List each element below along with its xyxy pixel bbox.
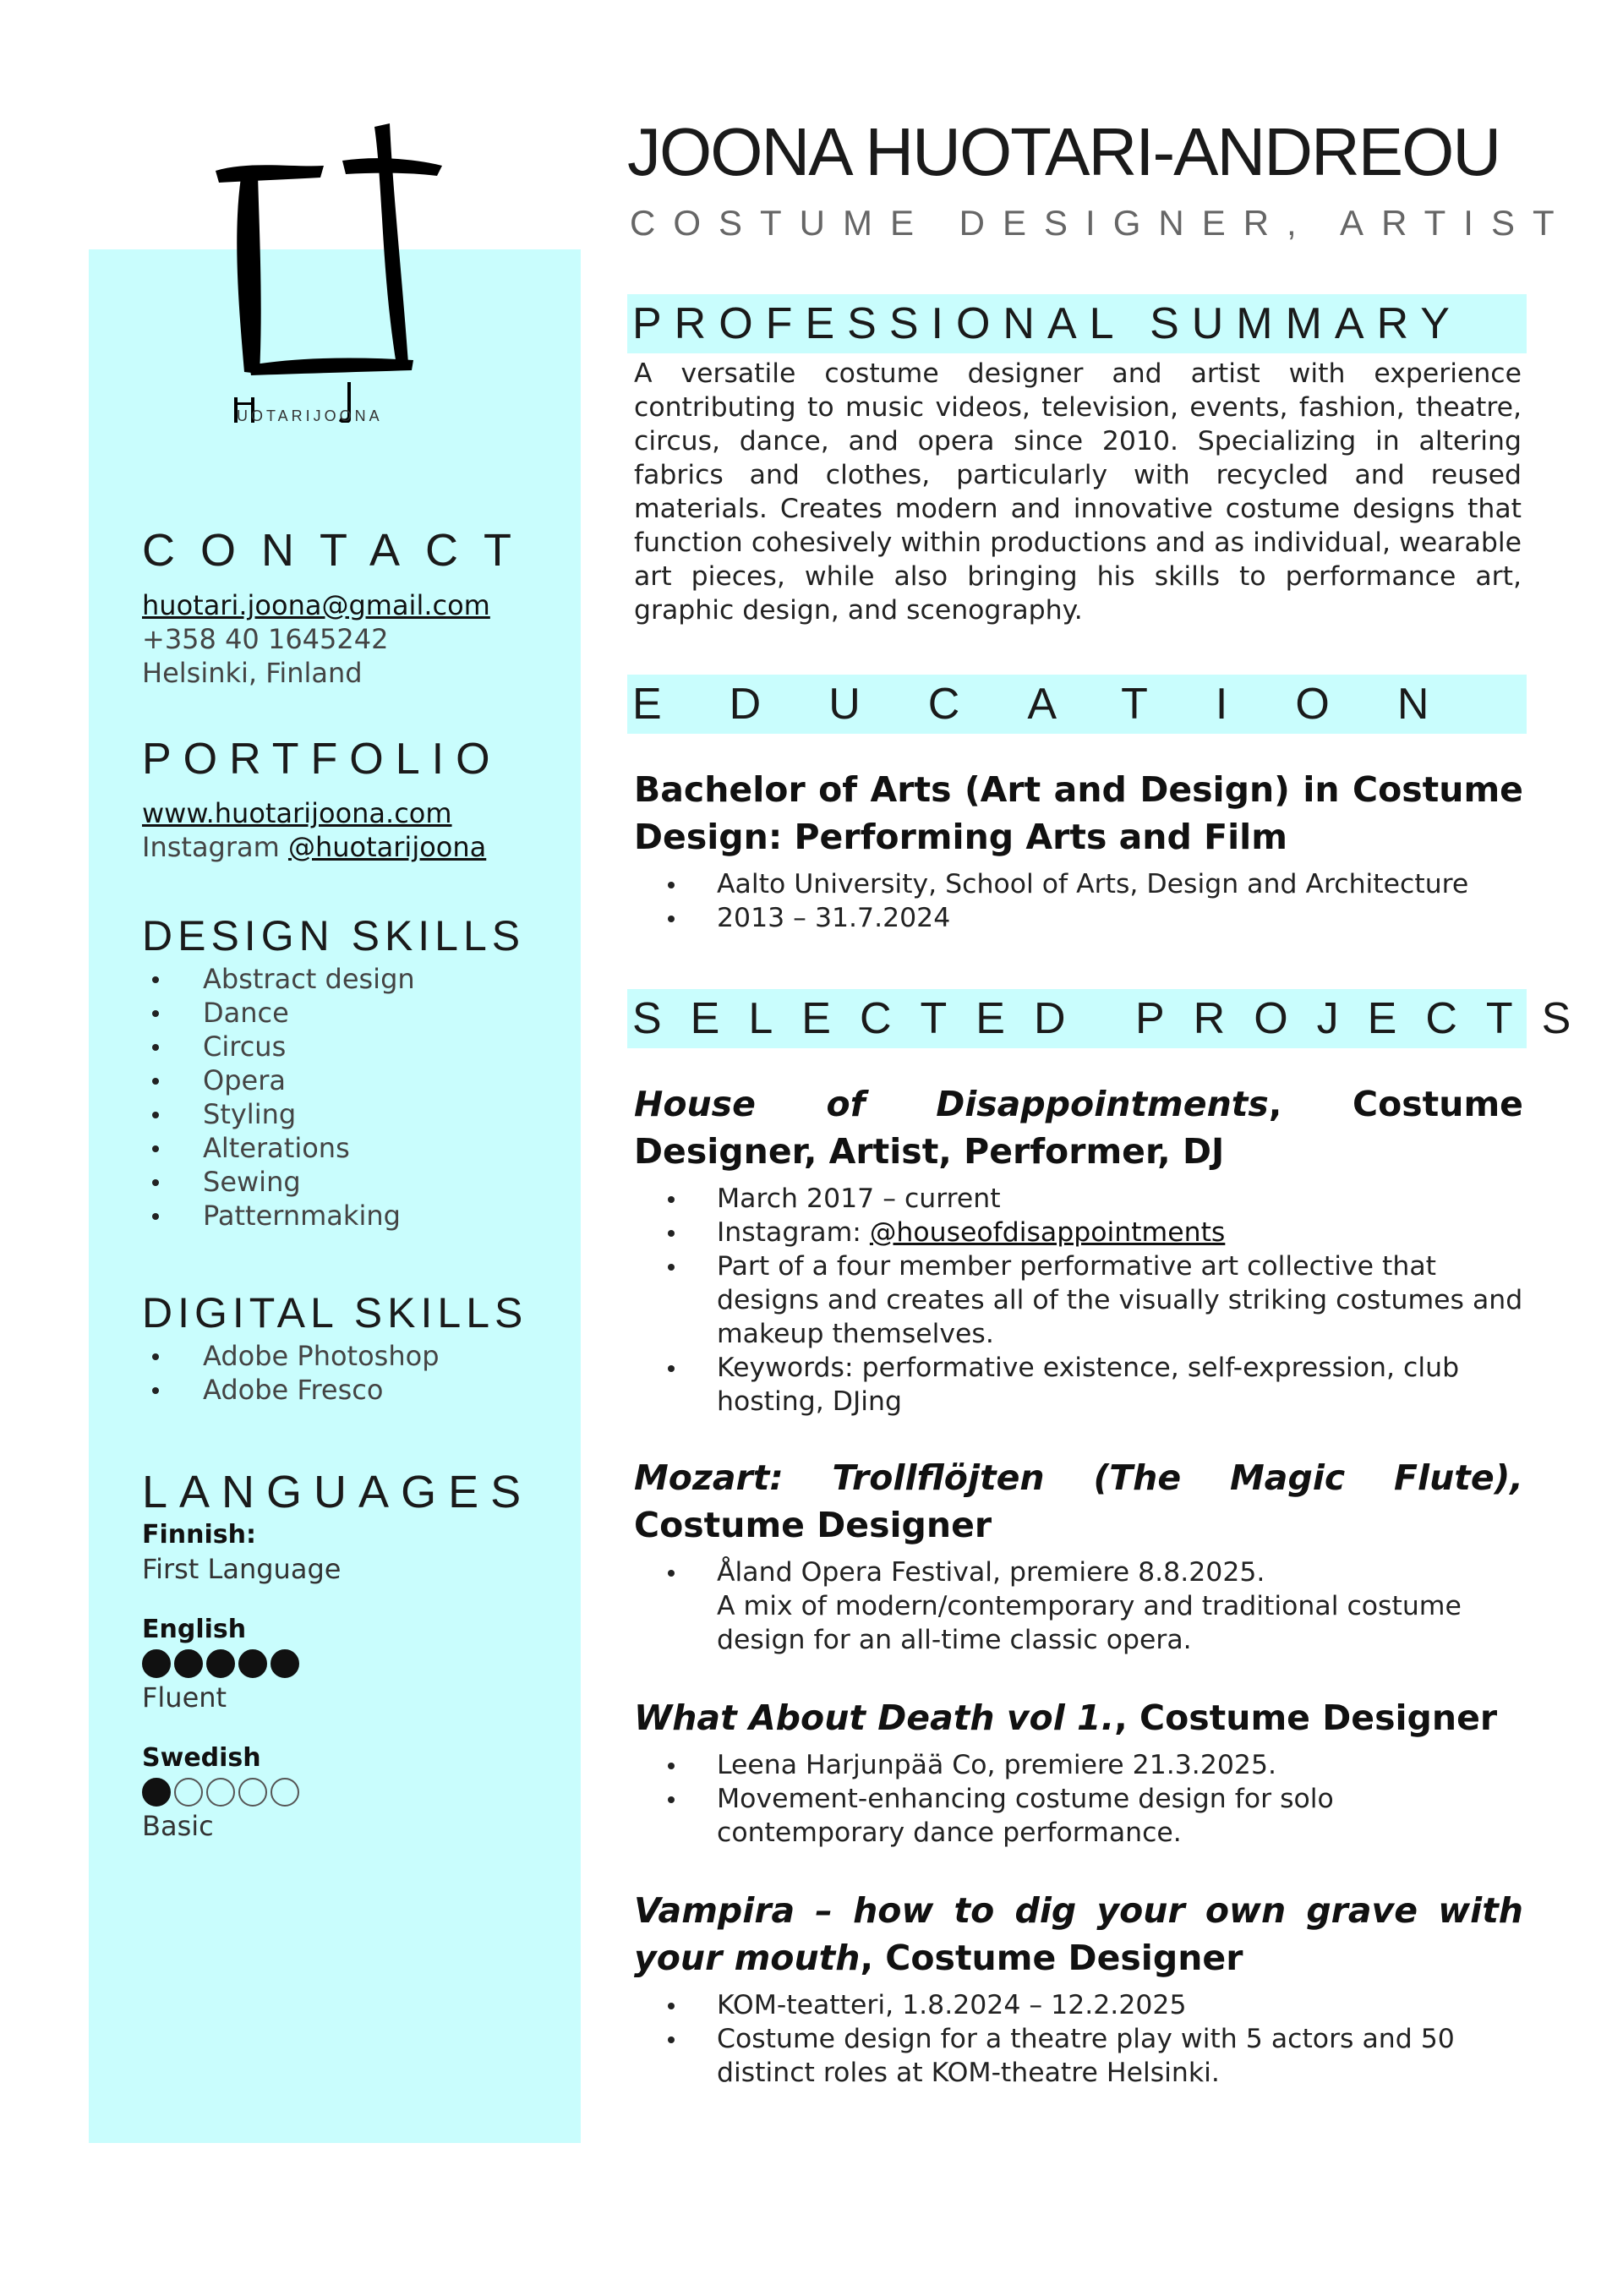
rating-dot-filled bbox=[270, 1649, 299, 1678]
project-entry bbox=[634, 1887, 1523, 2090]
tagline: COSTUME DESIGNER, ARTIST bbox=[630, 203, 1572, 243]
contact-heading: CONTACT bbox=[142, 525, 537, 576]
summary-text: A versatile costume designer and artist with experience contributing to music videos, television, events, fashion, theatre, circus, dance, and opera since 2010. Specializing in altering fabrics and clothes, particularly with recycled and reused materials. Creates modern and innovative costume designs that function cohesively within productions and as individual, wearable art pieces, while also bringing his skills to performance art, graphic design, and scenography. bbox=[634, 358, 1522, 626]
project-role: , Costume Designer bbox=[1114, 1697, 1498, 1738]
education-heading: EDUCATION bbox=[632, 680, 1497, 729]
skill-item: Alterations bbox=[142, 1131, 565, 1165]
language-name: Finnish: bbox=[142, 1520, 256, 1550]
project-bullet: Movement-enhancing costume design for solo contemporary dance performance. bbox=[634, 1782, 1523, 1850]
education-bullet: Aalto University, School of Arts, Design and Architecture bbox=[634, 867, 1523, 901]
language-rating bbox=[142, 1647, 565, 1681]
project-bullet: Costume design for a theatre play with 5 actors and 50 distinct roles at KOM-theatre Helsinki. bbox=[634, 2022, 1523, 2090]
portfolio-section bbox=[142, 737, 565, 864]
summary-heading: PROFESSIONAL SUMMARY bbox=[632, 299, 1462, 348]
project-bullet-line: A mix of modern/contemporary and traditional costume design for an all-time classic opera. bbox=[717, 1591, 1462, 1655]
languages-section bbox=[142, 1469, 565, 1843]
rating-dot-filled bbox=[142, 1649, 171, 1678]
project-bullet bbox=[634, 1216, 1523, 1249]
logo-text: UOTARIJOONA bbox=[237, 407, 383, 424]
design-skills-section bbox=[142, 912, 565, 1233]
project-title bbox=[634, 1694, 1523, 1741]
skill-item: Styling bbox=[142, 1097, 565, 1131]
skill-item: Patternmaking bbox=[142, 1199, 565, 1233]
rating-dot-filled bbox=[206, 1649, 235, 1678]
rating-dot-empty bbox=[238, 1778, 267, 1807]
rating-dot-filled bbox=[238, 1649, 267, 1678]
instagram-label: Instagram: bbox=[717, 1217, 870, 1248]
project-role: , Costume Designer bbox=[860, 1938, 1243, 1978]
instagram-label: Instagram bbox=[142, 831, 288, 863]
skill-item: Opera bbox=[142, 1063, 565, 1097]
logo bbox=[216, 118, 444, 448]
phone-number: +358 40 1645242 bbox=[142, 623, 389, 655]
language-level: Basic bbox=[142, 1810, 214, 1842]
project-role: Costume Designer bbox=[634, 1505, 992, 1545]
project-name: What About Death vol 1. bbox=[634, 1697, 1115, 1738]
project-bullet: Keywords: performative existence, self-expression, club hosting, DJing bbox=[634, 1351, 1523, 1419]
project-title bbox=[634, 1080, 1523, 1175]
rating-dot-filled bbox=[174, 1649, 203, 1678]
rating-dot-empty bbox=[206, 1778, 235, 1807]
skill-item: Circus bbox=[142, 1030, 565, 1063]
project-name: Vampira – how to dig your own grave with your mouth bbox=[634, 1890, 1523, 1978]
project-role: , Costume Designer, Artist, Performer, DJ bbox=[634, 1084, 1523, 1172]
skill-item: Adobe Photoshop bbox=[142, 1339, 565, 1373]
rating-dot-empty bbox=[174, 1778, 203, 1807]
project-bullet: KOM-teatteri, 1.8.2024 – 12.2.2025 bbox=[634, 1988, 1523, 2022]
hj-monogram-icon bbox=[216, 118, 444, 423]
project-instagram-link[interactable]: @houseofdisappointments bbox=[869, 1217, 1226, 1248]
projects-heading: SELECTED PROJECTS bbox=[632, 994, 1600, 1043]
education-bullet: 2013 – 31.7.2024 bbox=[634, 901, 1523, 935]
language-rating bbox=[142, 1775, 565, 1809]
project-entry bbox=[634, 1694, 1523, 1850]
project-bullet: Leena Harjunpää Co, premiere 21.3.2025. bbox=[634, 1748, 1523, 1782]
skill-item: Abstract design bbox=[142, 962, 565, 996]
language-name: Swedish bbox=[142, 1743, 261, 1773]
project-name: Mozart: Trollflöjten (The Magic Flute), bbox=[634, 1457, 1523, 1498]
project-title bbox=[634, 1454, 1523, 1549]
languages-heading: LANGUAGES bbox=[142, 1467, 533, 1517]
language-name: English bbox=[142, 1615, 247, 1644]
rating-dot-empty bbox=[270, 1778, 299, 1807]
contact-section bbox=[142, 525, 565, 690]
education-entry bbox=[634, 766, 1523, 935]
project-entry bbox=[634, 1080, 1523, 1419]
location: Helsinki, Finland bbox=[142, 657, 363, 689]
portfolio-heading: PORTFOLIO bbox=[142, 735, 502, 784]
digital-skills-heading: DIGITAL SKILLS bbox=[142, 1289, 528, 1337]
instagram-link[interactable]: @huotarijoona bbox=[287, 831, 487, 863]
skill-item: Sewing bbox=[142, 1165, 565, 1199]
digital-skills-section bbox=[142, 1289, 565, 1407]
language-level: Fluent bbox=[142, 1681, 227, 1714]
email-link[interactable]: huotari.joona@gmail.com bbox=[142, 589, 490, 621]
website-link[interactable]: www.huotarijoona.com bbox=[142, 797, 452, 829]
project-bullet bbox=[634, 1555, 1523, 1657]
person-name: JOONA HUOTARI-ANDREOU bbox=[627, 114, 1500, 189]
rating-dot-filled bbox=[142, 1778, 171, 1807]
skill-item: Adobe Fresco bbox=[142, 1373, 565, 1407]
project-title bbox=[634, 1887, 1523, 1982]
language-level: First Language bbox=[142, 1553, 342, 1585]
design-skills-heading: DESIGN SKILLS bbox=[142, 912, 526, 959]
project-entry bbox=[634, 1454, 1523, 1657]
degree-title: Bachelor of Arts (Art and Design) in Costume Design: Performing Arts and Film bbox=[634, 769, 1523, 857]
project-name: House of Disappointments bbox=[634, 1084, 1269, 1124]
project-bullet: March 2017 – current bbox=[634, 1182, 1523, 1216]
skill-item: Dance bbox=[142, 996, 565, 1030]
project-bullet-line: Åland Opera Festival, premiere 8.8.2025. bbox=[717, 1557, 1265, 1588]
project-bullet: Part of a four member performative art collective that designs and creates all of the visually striking costumes and makeup themselves. bbox=[634, 1249, 1523, 1351]
